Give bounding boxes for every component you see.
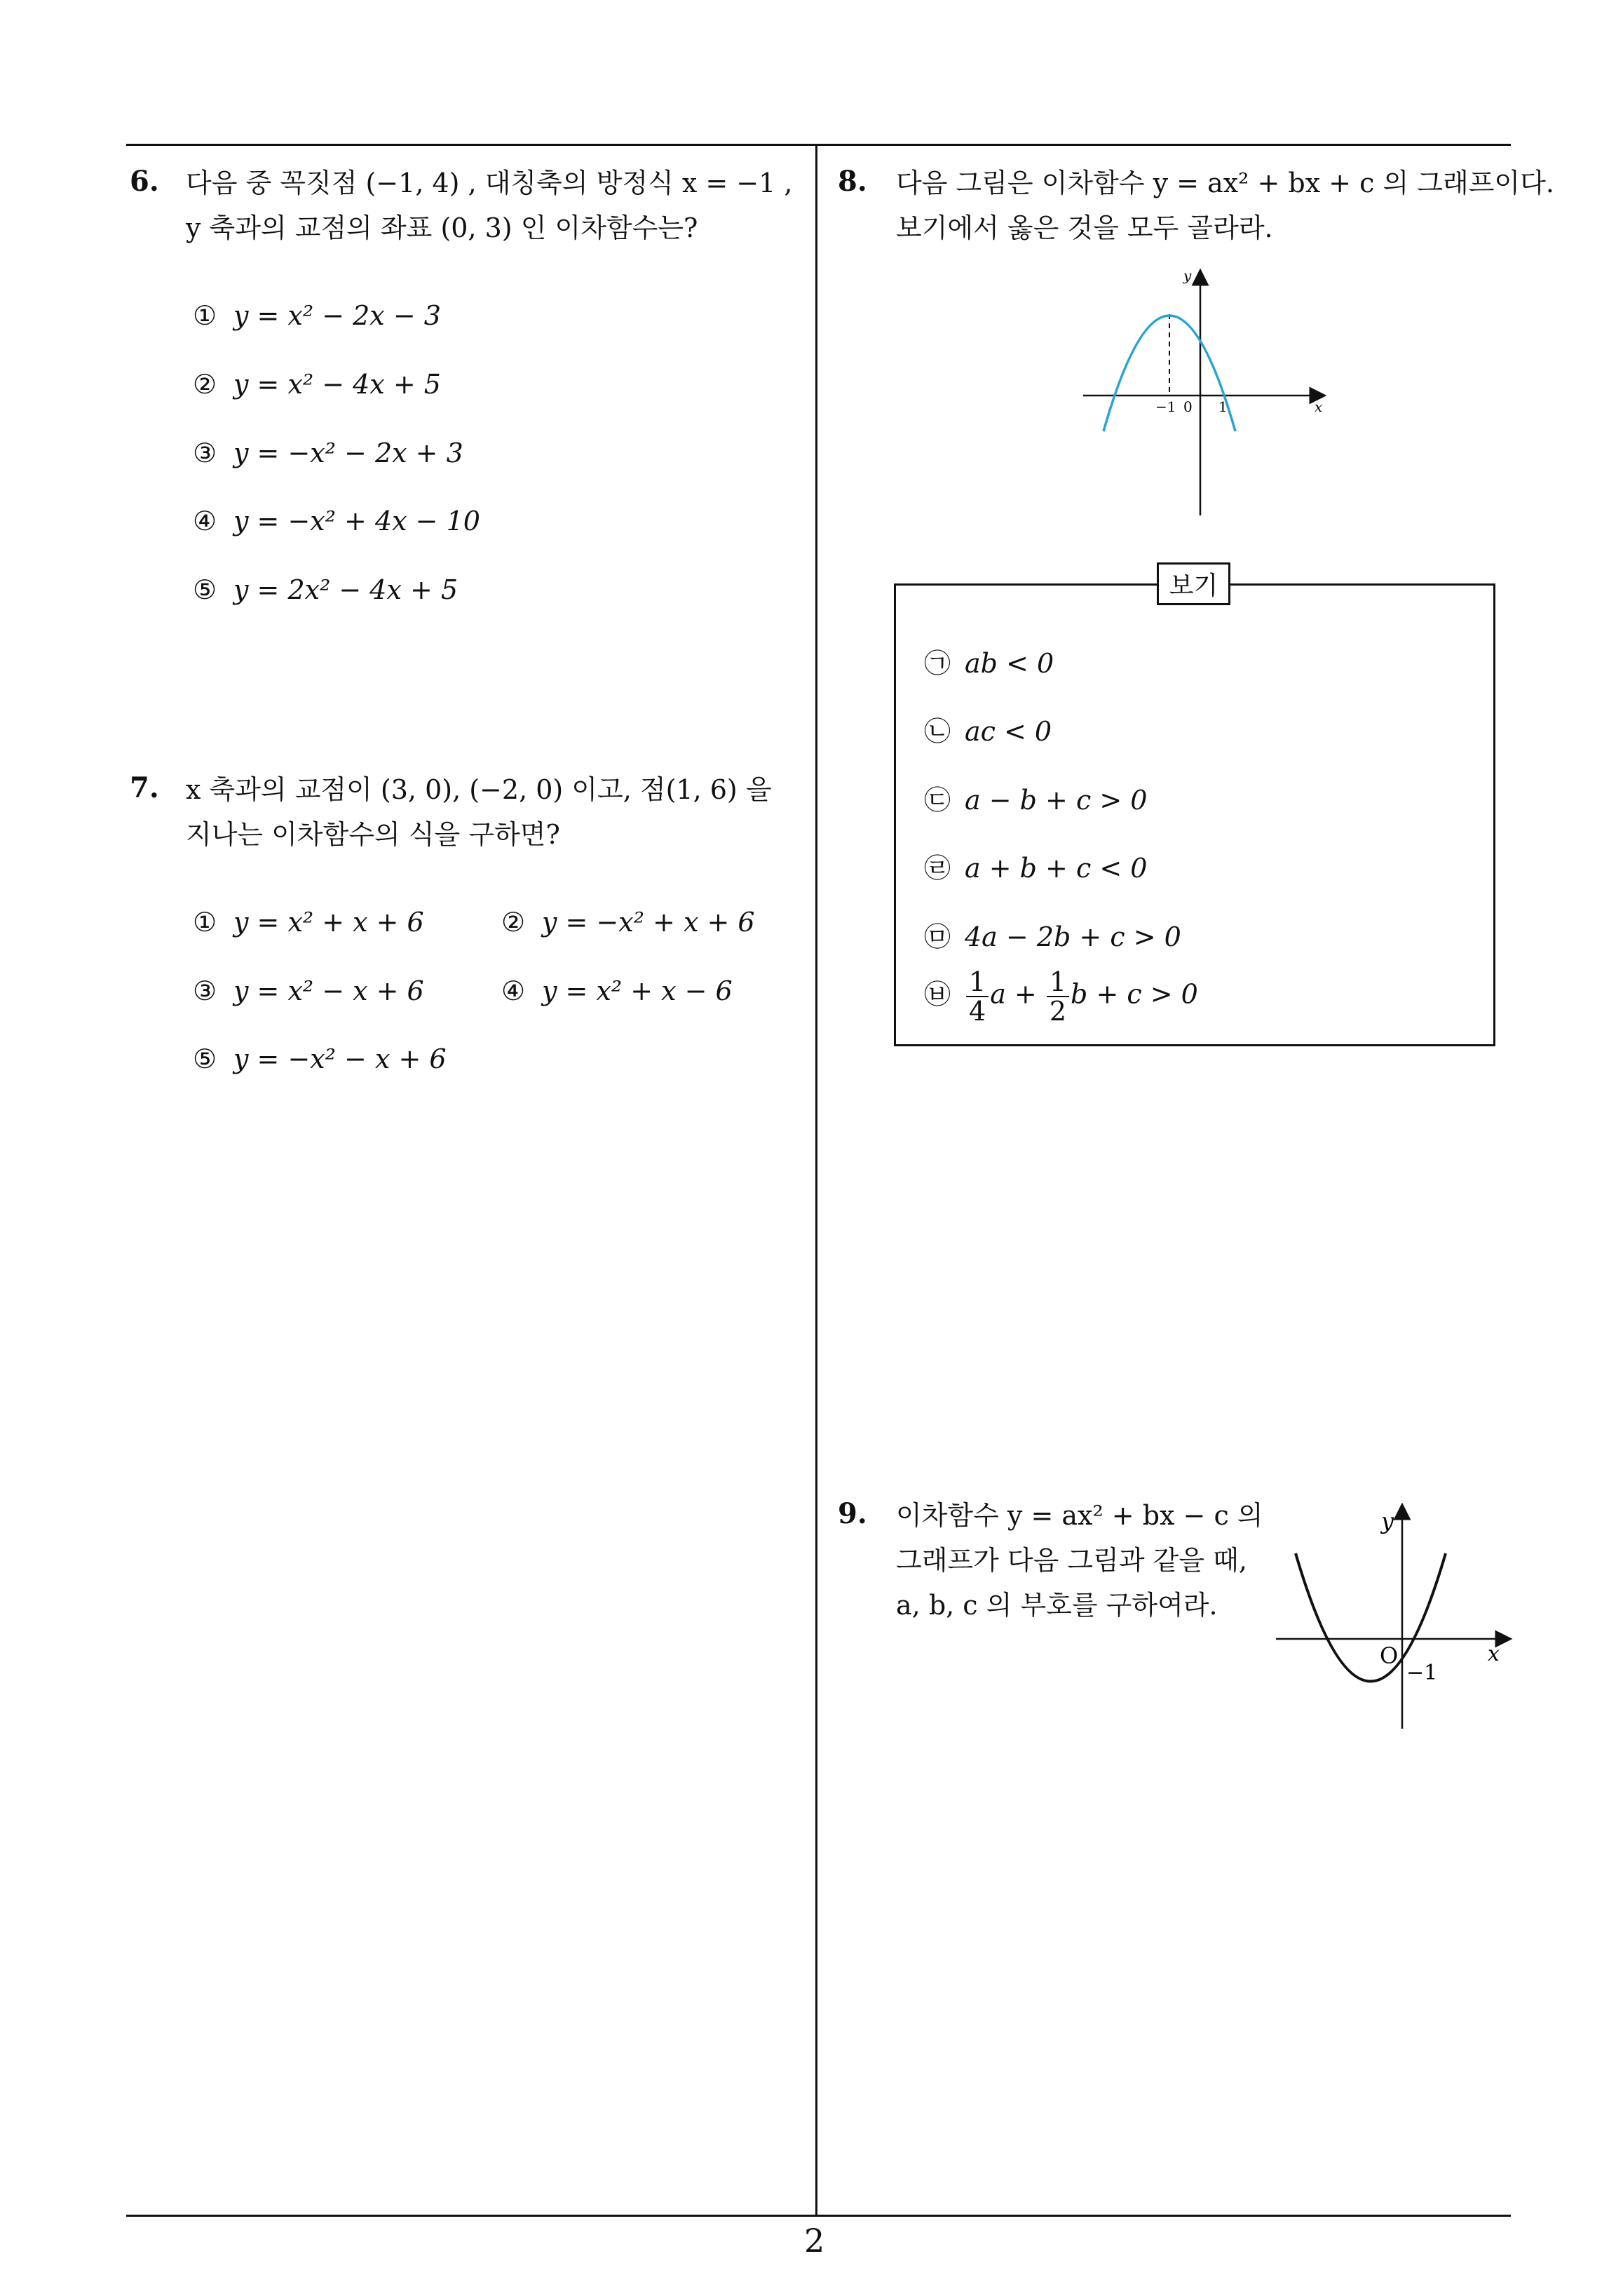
bogi-expression-mid: a +: [990, 978, 1037, 1010]
option-mark: ⑤: [193, 574, 217, 605]
option-expression: y = 2x² − 4x + 5: [233, 574, 459, 605]
bogi-item-2[interactable]: [924, 710, 1052, 748]
tick-label-neg1: −1: [1155, 398, 1176, 415]
option-mark: ②: [193, 369, 217, 400]
origin-label: O: [1380, 1642, 1399, 1669]
question-text-line: 다음 그림은 이차함수 y = ax² + bx + c 의 그래프이다.: [896, 168, 1554, 198]
bogi-expression: a + b + c < 0: [965, 853, 1148, 884]
bogi-mark: ㉥: [924, 978, 951, 1010]
fraction-denominator: 2: [1049, 996, 1067, 1027]
q8-parabola-graph: [1080, 266, 1332, 519]
question-text-line: 그래프가 다음 그림과 같을 때,: [896, 1545, 1247, 1576]
option-expression: y = x² + x + 6: [233, 907, 424, 938]
q9-parabola-graph: [1269, 1501, 1507, 1739]
option-mark: ①: [193, 300, 217, 331]
fraction-one-quarter: [966, 968, 989, 1025]
bogi-item-1[interactable]: [924, 642, 1054, 680]
option-3[interactable]: [193, 438, 463, 468]
fraction-one-half: [1047, 968, 1069, 1025]
top-rule: [126, 144, 1511, 146]
question-text-line: 이차함수 y = ax² + bx − c 의: [896, 1500, 1263, 1531]
bogi-item-6[interactable]: [924, 968, 1198, 1025]
option-expression: y = x² + x − 6: [542, 975, 733, 1006]
option-mark: ③: [193, 438, 217, 468]
question-text-line: 지나는 이차함수의 식을 구하면?: [186, 819, 560, 850]
bottom-rule: [126, 2215, 1511, 2217]
y-intercept-label: −1: [1406, 1661, 1438, 1685]
option-mark: ③: [193, 975, 217, 1006]
option-expression: y = −x² − 2x + 3: [233, 438, 463, 468]
x-axis-label: x: [1488, 1642, 1500, 1666]
question-text-line: x 축과의 교점이 (3, 0), (−2, 0) 이고, 점(1, 6) 을: [186, 774, 772, 805]
option-mark: ②: [501, 907, 526, 938]
bogi-mark: ㉠: [924, 648, 951, 679]
page-number: 2: [804, 2222, 825, 2260]
option-4[interactable]: [193, 506, 480, 536]
option-expression: y = x² − 2x − 3: [233, 300, 441, 331]
question-number: 8.: [838, 165, 867, 198]
fraction-denominator: 4: [969, 996, 986, 1027]
bogi-mark: ㉣: [924, 853, 951, 884]
bogi-expression-tail: b + c > 0: [1071, 978, 1198, 1010]
question-text-line: y 축과의 교점의 좌표 (0, 3) 인 이차함수는?: [186, 212, 698, 243]
question-number: 9.: [838, 1497, 867, 1530]
y-axis-label: y: [1381, 1508, 1394, 1534]
option-mark: ④: [501, 975, 526, 1006]
bogi-expression: ab < 0: [965, 648, 1054, 679]
option-expression: y = −x² + x + 6: [542, 907, 755, 938]
bogi-mark: ㉤: [924, 921, 951, 952]
option-2[interactable]: [501, 907, 755, 938]
option-expression: y = −x² + 4x − 10: [233, 506, 480, 536]
tick-label-zero: 0: [1183, 398, 1193, 415]
option-2[interactable]: [193, 369, 441, 400]
option-mark: ⑤: [193, 1044, 217, 1074]
option-5[interactable]: [193, 1044, 447, 1074]
option-expression: y = x² − 4x + 5: [233, 369, 441, 400]
option-expression: y = x² − x + 6: [233, 975, 424, 1006]
bogi-mark: ㉡: [924, 716, 951, 747]
option-mark: ④: [193, 506, 217, 536]
option-1[interactable]: [193, 907, 424, 938]
y-axis-label: y: [1183, 267, 1192, 284]
column-divider: [815, 144, 817, 2216]
bogi-expression: ac < 0: [965, 716, 1052, 747]
option-1[interactable]: [193, 300, 441, 331]
fraction-numerator: 1: [1047, 968, 1069, 997]
bogi-mark: ㉢: [924, 785, 951, 816]
question-number: 7.: [130, 771, 159, 804]
tick-label-one: 1: [1218, 398, 1228, 415]
bogi-item-5[interactable]: [924, 915, 1181, 954]
question-number: 6.: [130, 165, 159, 198]
fraction-numerator: 1: [966, 968, 989, 997]
option-5[interactable]: [193, 574, 458, 605]
option-3[interactable]: [193, 975, 424, 1006]
question-text-line: 다음 중 꼭짓점 (−1, 4) , 대칭축의 방정식 x = −1 ,: [186, 168, 793, 198]
bogi-expression: 4a − 2b + c > 0: [965, 921, 1181, 952]
question-text-line: a, b, c 의 부호를 구하여라.: [896, 1590, 1218, 1621]
option-expression: y = −x² − x + 6: [233, 1044, 447, 1074]
bogi-item-3[interactable]: [924, 778, 1147, 817]
bogi-expression: a − b + c > 0: [965, 785, 1148, 816]
question-text-line: 보기에서 옳은 것을 모두 골라라.: [896, 212, 1273, 243]
bogi-label: 보기: [1157, 562, 1230, 605]
x-axis-label: x: [1315, 398, 1323, 415]
option-mark: ①: [193, 907, 217, 938]
option-4[interactable]: [501, 975, 733, 1006]
bogi-item-4[interactable]: [924, 846, 1147, 885]
